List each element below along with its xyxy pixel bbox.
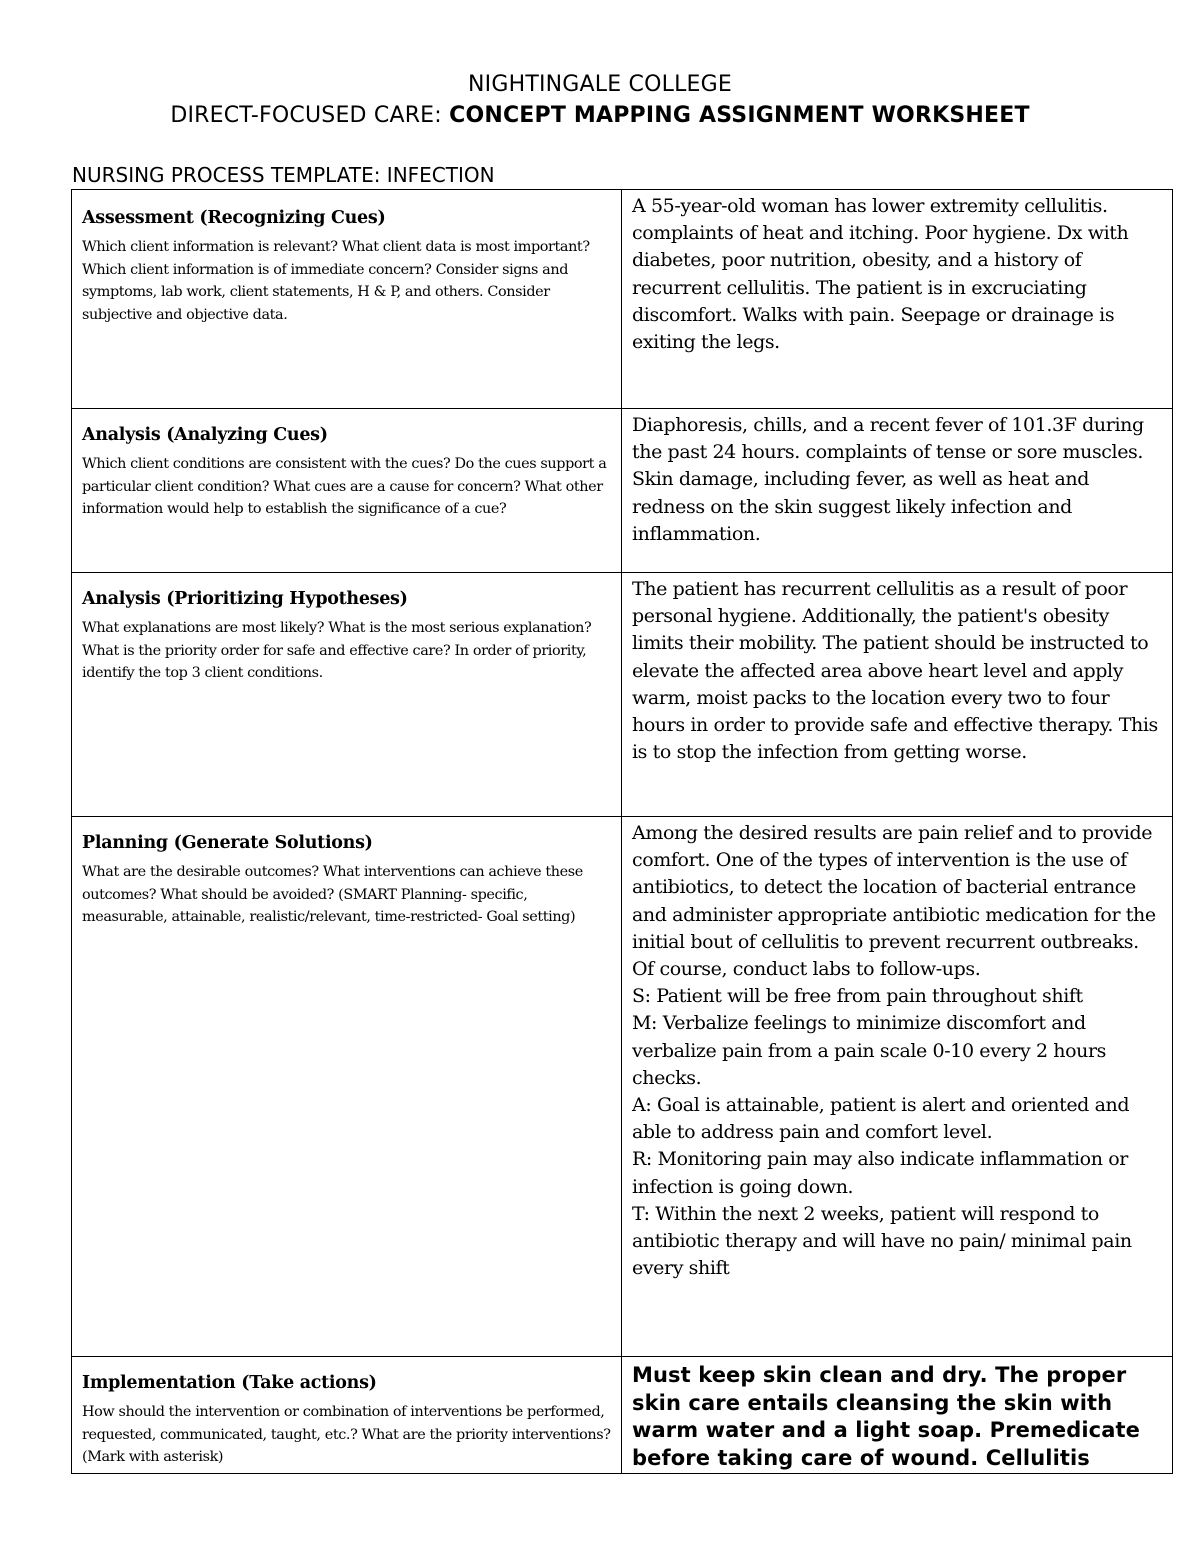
section-prompt-assessment: Which client information is relevant? What client data is most important? Which client information is of immediate concern? Consider signs and symptoms, lab work, client statements, H & P, and others. Consider subjective and objective data. [82, 239, 590, 323]
answer-text: The patient has recurrent cellulitis as a result of poor personal hygiene. Additionally, the patient's obesity limits their mobility. The patient should be instructed to elevate the affected area above heart level and apply warm, moist packs to the location every two to four hours in order to provide safe and effective therapy. This is to stop the infection from getting worse. [632, 578, 1158, 764]
answer-text: Must keep skin clean and dry. The proper skin care entails cleansing the skin with warm water and a light soap. Premedicate before taking care of wound. Cellulitis [632, 1363, 1140, 1470]
row-implementation [72, 1357, 1173, 1474]
section-title-implementation: Implementation (Take actions) [82, 1373, 377, 1393]
smart-time-restricted: T: Within the next 2 weeks, patient will respond to antibiotic therapy and will have no pain/ minimal pain every shift [632, 1202, 1132, 1280]
section-prompt-implementation: How should the intervention or combination of interventions be performed, requested, communicated, taught, etc.? What are the priority interventions? (Mark with asterisk) [82, 1404, 611, 1465]
smart-attainable: A: Goal is attainable, patient is alert and oriented and able to address pain and comfort level. [632, 1094, 1130, 1144]
nursing-process-table [71, 189, 1173, 1474]
college-name: NIGHTINGALE COLLEGE [467, 72, 732, 97]
prompt-cell-assessment [72, 190, 622, 409]
prompt-cell-implementation [72, 1357, 622, 1474]
answer-prioritizing-hypotheses [632, 576, 1162, 766]
answer-paragraph: Among the desired results are pain relief and to provide comfort. One of the types of intervention is the use of antibiotics, to detect the location of bacterial entrance and administer appropriate antibiotic medication for the initial bout of cellulitis to prevent recurrent outbreaks. Of course, conduct labs to follow-ups. [632, 822, 1156, 981]
answer-text: A 55-year-old woman has lower extremity cellulitis. complaints of heat and itching. Poor hygiene. Dx with diabetes, poor nutrition, obesity, and a history of recurrent cellulitis. The patient is in excruciating discomfort. Walks with pain. Seepage or drainage is exiting the legs. [632, 195, 1129, 354]
worksheet-title [0, 103, 1200, 128]
worksheet-title-bold: CONCEPT MAPPING ASSIGNMENT WORKSHEET [449, 103, 1030, 128]
section-title-analyzing-cues: Analysis (Analyzing Cues) [82, 425, 328, 445]
section-prompt-prioritizing-hypotheses: What explanations are most likely? What is the most serious explanation? What is the priority order for safe and effective care? In order of priority, identify the top 3 client conditions. [82, 620, 592, 681]
prompt-cell-prioritizing-hypotheses [72, 573, 622, 817]
prompt-cell-analyzing-cues [72, 409, 622, 573]
answer-cell-prioritizing-hypotheses[interactable] [622, 573, 1173, 817]
answer-implementation [632, 1360, 1162, 1472]
smart-measurable: M: Verbalize feelings to minimize discomfort and verbalize pain from a pain scale 0-10 every 2 hours checks. [632, 1012, 1107, 1089]
row-analyzing-cues [72, 409, 1173, 573]
section-prompt-analyzing-cues: Which client conditions are consistent with the cues? Do the cues support a particular client condition? What cues are a cause for concern? What other information would help to establish the significance of a cue? [82, 456, 607, 517]
template-subtitle: NURSING PROCESS TEMPLATE: INFECTION [72, 163, 495, 187]
answer-planning [632, 820, 1162, 1282]
answer-cell-implementation[interactable] [622, 1357, 1173, 1474]
worksheet-title-prefix: DIRECT-FOCUSED CARE: [170, 103, 450, 128]
answer-cell-planning[interactable] [622, 817, 1173, 1357]
section-title-prioritizing-hypotheses: Analysis (Prioritizing Hypotheses) [82, 589, 408, 609]
answer-analyzing-cues [632, 412, 1162, 548]
section-title-assessment: Assessment (Recognizing Cues) [82, 208, 386, 228]
row-prioritizing-hypotheses [72, 573, 1173, 817]
smart-specific: S: Patient will be free from pain throughout shift [632, 985, 1083, 1008]
answer-cell-analyzing-cues[interactable] [622, 409, 1173, 573]
row-assessment [72, 190, 1173, 409]
section-prompt-planning: What are the desirable outcomes? What interventions can achieve these outcomes? What should be avoided? (SMART Planning- specific, measurable, attainable, realistic/relevant, time-restricted- Goal setting) [82, 864, 583, 925]
answer-assessment [632, 193, 1162, 356]
smart-relevant: R: Monitoring pain may also indicate inflammation or infection is going down. [632, 1148, 1128, 1198]
prompt-cell-planning [72, 817, 622, 1357]
answer-text: Diaphoresis, chills, and a recent fever of 101.3F during the past 24 hours. complaints of tense or sore muscles. Skin damage, including fever, as well as heat and redness on the skin suggest likely infection and inflammation. [632, 414, 1144, 545]
answer-cell-assessment[interactable] [622, 190, 1173, 409]
section-title-planning: Planning (Generate Solutions) [82, 833, 373, 853]
row-planning [72, 817, 1173, 1357]
